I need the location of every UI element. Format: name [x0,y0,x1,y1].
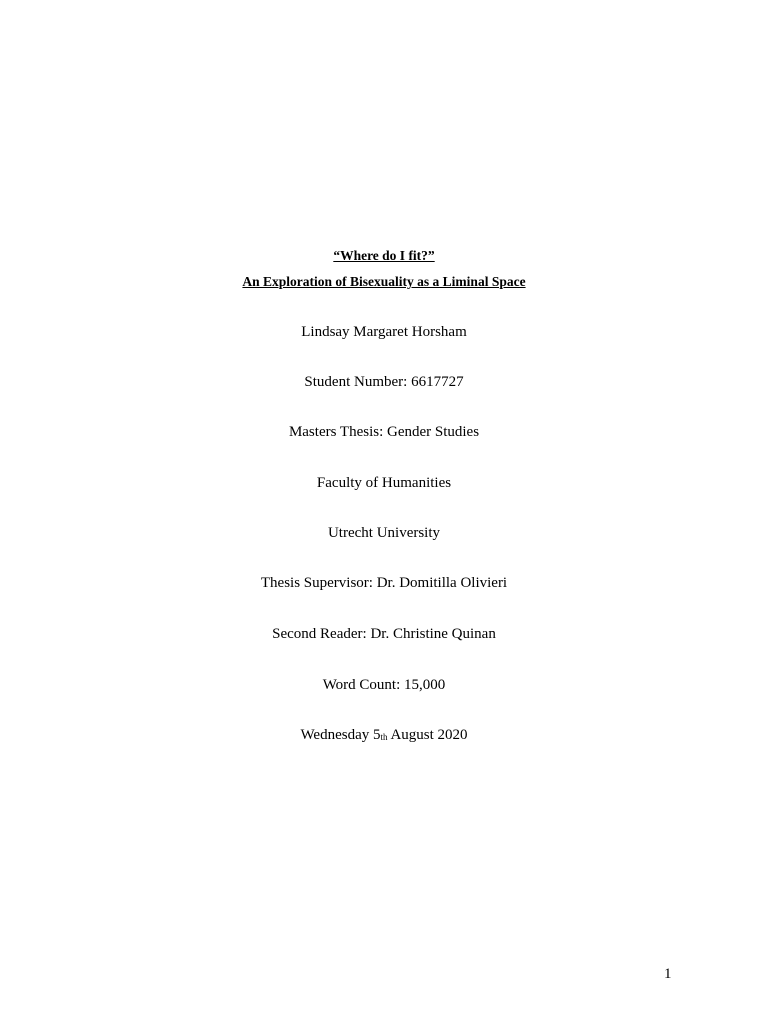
thesis-title-quote: “Where do I fit?” [333,248,435,263]
date-weekday-day: Wednesday 5 [300,727,381,743]
submission-date [0,726,768,746]
second-reader: Second Reader: Dr. Christine Quinan [272,626,496,642]
thesis-type: Masters Thesis: Gender Studies [288,424,480,440]
date-month-year: August 2020 [387,727,468,743]
thesis-supervisor: Thesis Supervisor: Dr. Domitilla Olivieri [260,575,508,591]
date-ordinal: th [380,732,388,742]
thesis-title-subtitle: An Exploration of Bisexuality as a Liminal Space [242,274,526,289]
student-number: Student Number: 6617727 [304,374,464,390]
page-number: 1 [664,966,672,982]
university: Utrecht University [327,525,441,541]
word-count: Word Count: 15,000 [322,677,446,693]
faculty: Faculty of Humanities [316,475,452,491]
author-name: Lindsay Margaret Horsham [301,324,467,340]
